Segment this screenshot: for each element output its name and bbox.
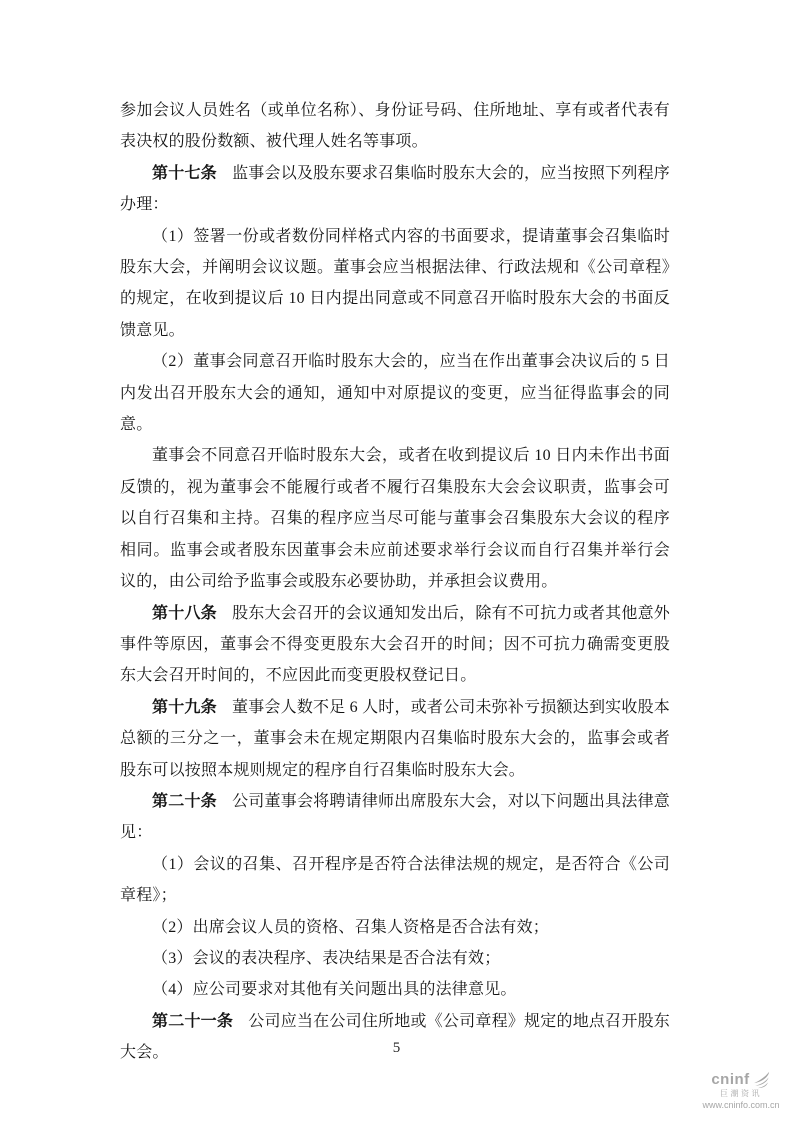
article-text: 监事会以及股东要求召集临时股东大会的，应当按照下列程序办理： <box>120 164 670 214</box>
list-item-2: （2）董事会同意召开临时股东大会的，应当在作出董事会决议后的 5 日内发出召开股东大会的通知，通知中对原提议的变更，应当征得监事会的同意。 <box>120 353 670 434</box>
page-number: 5 <box>392 1040 401 1056</box>
article-17-paragraph <box>120 158 670 221</box>
cninfo-brand-text: cninf <box>711 1070 750 1088</box>
paragraph: 董事会不同意召开临时股东大会，或者在收到提议后 10 日内未作出书面反馈的，视为董事会不能履行或者不履行召集股东大会会议职责，监事会可以自行召集和主持。召集的程序应当尽可能与董事会召集股东大会议的程序相同。监事会或者股东因董事会未应前述要求举行会议而自行召集并举行会议的，由公司给予监事会或股东必要协助，并承担会议费用。 <box>120 447 670 591</box>
article-number-label: 第二十一条 <box>152 1012 234 1030</box>
cninfo-brand-cn: 巨潮资讯 <box>720 1089 762 1098</box>
article-number-label: 第十九条 <box>152 698 217 716</box>
article-number-label: 第二十条 <box>152 792 217 810</box>
article-19-paragraph <box>120 692 670 786</box>
document-body <box>120 95 670 1069</box>
paragraph: 参加会议人员姓名（或单位名称）、身份证号码、住所地址、享有或者代表有表决权的股份数额、被代理人姓名等事项。 <box>120 102 670 151</box>
article-20-paragraph <box>120 786 670 849</box>
article-text: 公司董事会将聘请律师出席股东大会，对以下问题出具法律意见： <box>120 792 670 842</box>
cninfo-swirl-icon <box>751 1070 771 1090</box>
article-18-paragraph <box>120 598 670 692</box>
article-number-label: 第十八条 <box>152 604 217 622</box>
cninfo-watermark <box>693 1070 789 1111</box>
list-item-1: （1）会议的召集、召开程序是否符合法律法规的规定，是否符合《公司章程》； <box>120 855 670 905</box>
article-text: 公司应当在公司住所地或《公司章程》规定的地点召开股东大会。 <box>120 1012 670 1062</box>
list-item-4: （4）应公司要求对其他有关问题出具的法律意见。 <box>152 981 517 999</box>
article-number-label: 第十七条 <box>152 164 217 182</box>
cninfo-brand-row <box>693 1070 789 1090</box>
list-item-1: （1）签署一份或者数份同样格式内容的书面要求，提请董事会召集临时股东大会，并阐明会议议题。董事会应当根据法律、行政法规和《公司章程》的规定，在收到提议后 10 日内提出同意或不同意召开临时股东大会的书面反馈意见。 <box>120 227 670 339</box>
article-21-paragraph <box>120 1006 670 1069</box>
article-text: 股东大会召开的会议通知发出后，除有不可抗力或者其他意外事件等原因，董事会不得变更股东大会召开的时间；因不可抗力确需变更股东大会召开时间的，不应因此而变更股权登记日。 <box>120 604 670 685</box>
list-item-2: （2）出席会议人员的资格、召集人资格是否合法有效； <box>152 918 550 936</box>
cninfo-url: www.cninfo.com.cn <box>702 1099 780 1110</box>
article-text: 董事会人数不足 6 人时，或者公司未弥补亏损额达到实收股本总额的三分之一，董事会未在规定期限内召集临时股东大会的，监事会或者股东可以按照本规则规定的程序自行召集临时股东大会。 <box>120 698 670 779</box>
list-item-3: （3）会议的表决程序、表决结果是否合法有效； <box>152 949 501 967</box>
